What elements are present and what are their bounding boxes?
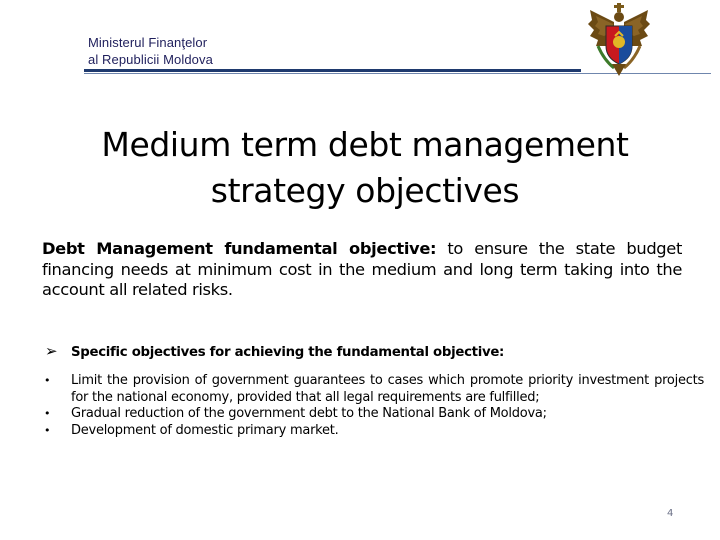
- ministry-name: [88, 34, 213, 68]
- arrow-bullet-icon: ➢: [45, 342, 58, 360]
- specific-objectives-heading: [45, 342, 504, 362]
- fundamental-objective: [42, 239, 682, 301]
- bullet-dot-icon: •: [44, 374, 51, 387]
- page-title-line2: strategy objectives: [210, 171, 520, 210]
- header-rule: [84, 69, 581, 72]
- moldova-coat-of-arms-icon: [586, 2, 652, 78]
- list-item: [44, 423, 704, 440]
- fundamental-objective-text: to ensure the state budget financing needs at minimum cost in the medium and long term taking into the account all related risks.: [42, 239, 682, 299]
- ministry-name-line2: al Republicii Moldova: [88, 52, 213, 67]
- list-item-text: Development of domestic primary market.: [71, 422, 339, 438]
- bullet-dot-icon: •: [44, 407, 51, 420]
- list-item-text: Gradual reduction of the government debt to the National Bank of Moldova;: [71, 406, 547, 421]
- page-number: 4: [667, 508, 674, 519]
- list-item: [44, 406, 704, 423]
- page-title: [40, 122, 690, 214]
- ministry-name-line1: Ministerul Finanţelor: [88, 35, 208, 50]
- objectives-list: [44, 373, 704, 439]
- page-title-line1: Medium term debt management: [101, 125, 629, 164]
- specific-objectives-text: Specific objectives for achieving the fundamental objective:: [71, 345, 505, 360]
- fundamental-objective-label: Debt Management fundamental objective:: [42, 239, 437, 258]
- list-item: [44, 373, 704, 406]
- bullet-dot-icon: •: [44, 423, 51, 437]
- list-item-text: Limit the provision of government guarantees to cases which promote priority investment projects for the national economy, provided that all legal requirements are fulfilled;: [71, 373, 704, 405]
